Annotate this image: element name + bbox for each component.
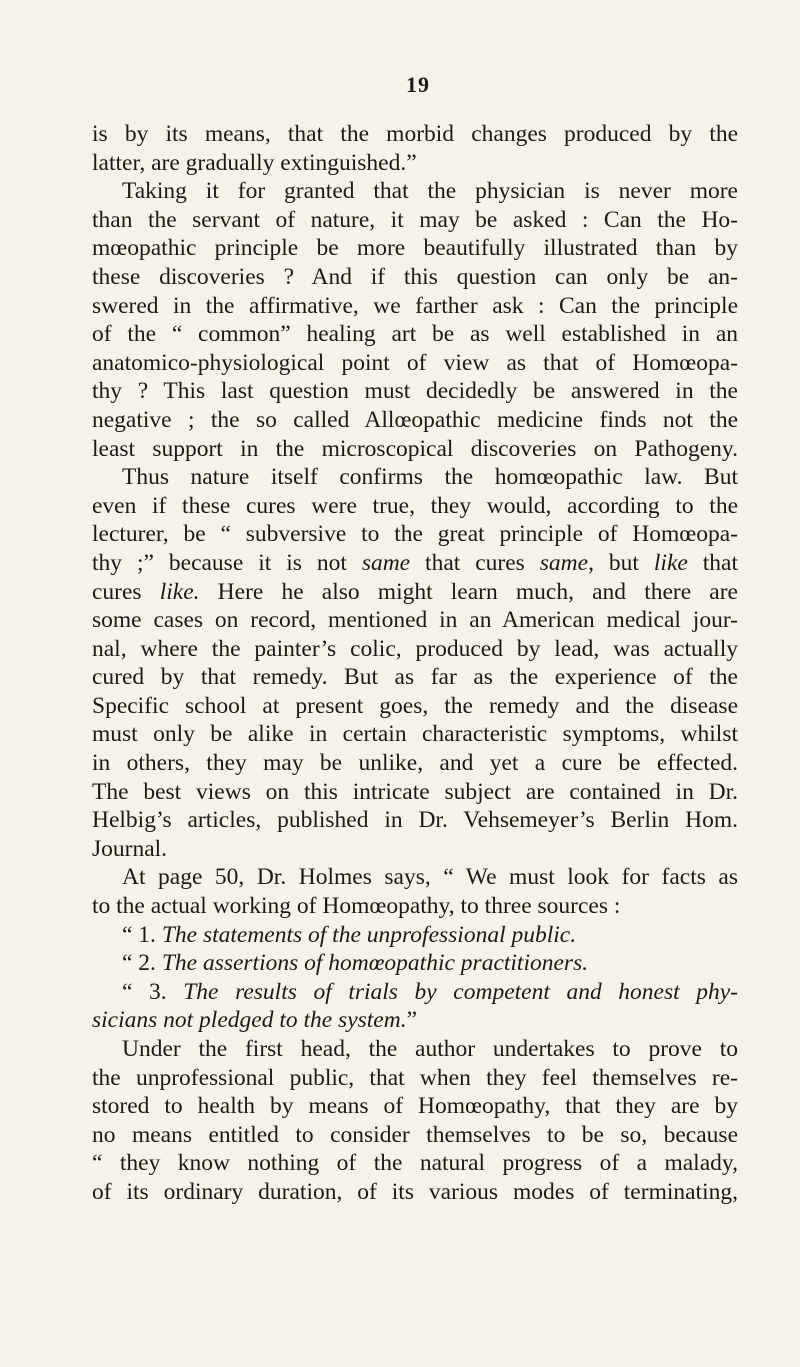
text-line: Thus nature itself confirms the homœopathic law. But [122,464,738,491]
text-line: no means entitled to consider themselves to be so, because [92,1121,738,1148]
text-line: thy ;” because it is not same that cures same, but like that [92,549,738,576]
text-line: thy ? This last question must decidedly be answered in the [92,378,738,405]
list-item-3-continued: sicians not pledged to the system.” [92,1007,418,1034]
text-line: of the “ common” healing art be as well established in an [92,321,738,348]
text-line: swered in the affirmative, we farther ask : Can the principle [92,292,738,319]
text-line: cured by that remedy. But as far as the experience of the [92,664,738,691]
text-line: the unprofessional public, that when they feel themselves re- [92,1064,738,1091]
text-line: negative ; the so called Allœopathic medicine finds not the [92,406,738,433]
text-line: least support in the microscopical discoveries on Pathogeny. [92,435,738,462]
text-line: of its ordinary duration, of its various modes of terminating, [92,1178,738,1205]
text-line: than the servant of nature, it may be asked : Can the Ho- [92,206,738,233]
text-line: “ they know nothing of the natural progress of a malady, [92,1150,738,1177]
text-line: to the actual working of Homœopathy, to three sources : [92,893,621,920]
text-line: some cases on record, mentioned in an American medical jour- [92,607,738,634]
text-line: Journal. [92,835,168,862]
text-line: stored to health by means of Homœopathy, that they are by [92,1093,738,1120]
text-line: must only be alike in certain characteristic symptoms, whilst [92,721,738,748]
text-line: At page 50, Dr. Holmes says, “ We must look for facts as [122,864,738,891]
text-line: anatomico-physiological point of view as that of Homœopa- [92,349,738,376]
text-line: latter, are gradually extinguished.” [92,149,417,176]
text-line: Specific school at present goes, the remedy and the disease [92,692,738,719]
text-line: these discoveries ? And if this question can only be an- [92,263,738,290]
text-line: in others, they may be unlike, and yet a cure be effected. [92,750,738,777]
text-line: Under the first head, the author undertakes to prove to [122,1036,738,1062]
text-line: mœopathic principle be more beautifully illustrated than by [92,235,738,262]
list-item-2: “ 2. The assertions of homœopathic practitioners. [122,950,589,977]
page-number: 19 [406,72,430,97]
text-line: cures like. Here he also might learn much, and there are [92,578,738,605]
body-text [92,120,738,1207]
list-item-1: “ 1. The statements of the unprofessional public. [122,921,577,948]
text-line: is by its means, that the morbid changes produced by the [92,121,738,147]
text-line: even if these cures were true, they would, according to the [92,492,738,519]
text-line: Taking it for granted that the physician is never more [122,178,738,205]
list-item-3: “ 3. The results of trials by competent and honest phy- [122,978,738,1005]
text-line: The best views on this intricate subject are contained in Dr. [92,778,738,805]
text-line: Helbig’s articles, published in Dr. Vehsemeyer’s Berlin Hom. [92,807,738,834]
text-line: nal, where the painter’s colic, produced by lead, was actually [92,635,738,662]
text-line: lecturer, be “ subversive to the great principle of Homœopa- [92,521,738,548]
